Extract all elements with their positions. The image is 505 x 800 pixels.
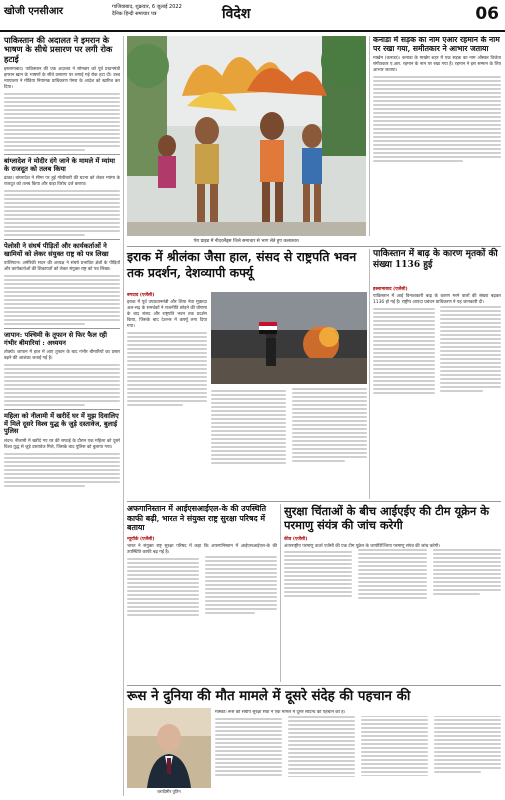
russia-story <box>127 688 501 704</box>
photo-caption: व्लादिमीर पुतिन <box>157 789 181 794</box>
story-headline: अफगानिस्तान में आईएसआईएल-के की उपस्थिति काफी बढ़ी, भारत ने संयुक्त राष्ट्र सुरक्षा परिषद में बताया <box>127 504 267 533</box>
story-body: ढाका। बांग्लादेश ने सीमा पर हुई गोलीबारी की घटना को लेकर म्यांमा के राजदूत को तलब किया और कड़ा विरोध दर्ज कराया। <box>4 176 120 188</box>
text-filler <box>211 388 367 465</box>
story-headline: कनाडा में सड़क का नाम एआर रहमान के नाम पर रखा गया, समीतकार ने आभार जताया <box>373 36 500 53</box>
russia-story-body <box>215 710 501 796</box>
story-body: मार्खम (कनाडा)। कनाडा के मार्खम शहर में एक सड़क का नाम ऑस्कर विजेता संगीतकार ए.आर. रहमान के नाम पर रखा गया है। रहमान ने इस सम्मान के लिए आभार जताया। <box>373 56 501 74</box>
date-block <box>112 4 182 17</box>
main-story <box>127 249 367 280</box>
story-body: वाशिंगटन। अमेरिकी सदन की अध्यक्ष ने संघर्ष प्रभावित क्षेत्रों के पीड़ितों और कार्यकर्ताओं की शिकायतों को लेकर संयुक्त राष्ट्र को पत्र लिखा। <box>4 261 120 273</box>
main-headline: इराक में श्रीलंका जैसा हाल, संसद से राष्ट्रपति भवन तक प्रदर्शन, देशव्यापी कर्फ्यू <box>127 249 357 280</box>
paper-subtitle: दैनिक हिन्दी समाचार पत्र <box>112 10 157 17</box>
text-filler <box>4 93 120 151</box>
story-body: तोक्यो। जापान में हाल में आए तूफान के बाद गंभीर बीमारियों का प्रसार बढ़ने की आशंका जताई गई है। <box>4 350 120 362</box>
text-filler <box>215 716 501 777</box>
main-body: इराक में पूर्व उपप्रधानमंत्री और शिया नेता मुक़्तदा अल-सद्र के समर्थकों ने राजनीति छोड़ने की घोषणा के बाद संसद और राष्ट्रपति भवन तक प्रदर्शन किया, जिसके बाद देशभर में कर्फ्यू लगा दिया गया। <box>127 300 207 329</box>
afghanistan-story <box>127 504 277 682</box>
story-body: लंदन। नीलामी में खरीदे गए घर की सफाई के दौरान एक महिला को दूसरे विश्व युद्ध से जुड़े दस्तावेज मिले, जिसके बाद पुलिस को बुलाया गया। <box>4 438 120 450</box>
section-title: विदेश <box>222 6 251 22</box>
date-line: गाजियाबाद, शुक्रवार, 6 जुलाई 2022 <box>112 4 182 10</box>
story-byline: कीव (एजेंसी) <box>284 536 308 542</box>
text-filler <box>373 76 501 162</box>
story-headline: पाकिस्तान में बाढ़ के कारण मृतकों की संख्या 1136 हुई <box>373 249 498 271</box>
story-byline: न्यूयॉर्क (एजेंसी) <box>127 537 155 543</box>
story-headline: बांग्लादेश ने मोदीर दंगे जाने के मामले में म्यांमा के राजदूत को तलब किया <box>4 157 115 173</box>
putin-photo-illustration <box>127 708 211 788</box>
page-number: 06 <box>475 4 499 24</box>
text-filler <box>127 332 207 406</box>
left-column <box>4 36 120 796</box>
protest-photo-illustration <box>211 292 367 384</box>
story-headline: रूस ने दुनिया की मौत मामले में दूसरे संदेह की पहचान की <box>127 688 411 704</box>
pakistan-flood-story <box>373 249 501 272</box>
text-filler <box>4 453 120 487</box>
carnival-photo-illustration <box>127 36 366 236</box>
story-body: पाकिस्तान में आई विनाशकारी बाढ़ के कारण मरने वालों की संख्या बढ़कर 1136 हो गई है। राष्ट्रीय आपदा प्रबंधन प्राधिकरण ने यह जानकारी दी। <box>373 294 501 305</box>
masthead <box>0 0 505 32</box>
story-headline: पेलोसी ने संघर्ष पीड़ितों और कार्यकर्ताओं ने खामियों को लेकर संयुक्त राष्ट्र को पत्र लिखा <box>4 242 109 258</box>
newspaper-logo: खोजी एनसीआर <box>4 6 64 17</box>
text-filler <box>284 549 501 599</box>
story-headline: सुरक्षा चिंताओं के बीच आईएईए की टीम यूक्रेन के परमाणु संयंत्र की जांच करेगी <box>284 504 489 533</box>
story-body: इस्लामाबाद। पाकिस्तान की एक अदालत ने सोमवार को पूर्व प्रधानमंत्री इमरान खान के भाषणों के सीधे प्रसारण पर लगाई गई रोक हटा दी। उच्च न्यायालय ने मीडिया नियामक प्राधिकरण पेमरा के आदेश को खारिज कर दिया। <box>4 67 120 91</box>
text-filler <box>4 190 120 236</box>
right-story-top <box>373 36 501 246</box>
story-headline: जापान: पश्चिमी के तूफान से फिर फैल रही गंभीर बीमारियां : अध्ययन <box>4 331 107 347</box>
main-story-body <box>127 290 207 500</box>
putin-photo <box>127 708 211 788</box>
story-body: भारत ने संयुक्त राष्ट्र सुरक्षा परिषद में कहा कि अफगानिस्तान में आईएसआईएल-के की उपस्थिति काफी बढ़ गई है। <box>127 544 277 556</box>
story-body: मॉस्को। रूस की संघीय सुरक्षा सेवा ने एक मामले में दूसरे संदिग्ध की पहचान की है। <box>215 710 346 715</box>
story-headline: पाकिस्तान की अदालत ने इमरान के भाषण के सीधे प्रसारण पर लगी रोक हटाई <box>4 35 113 64</box>
pakistan-flood-body <box>373 284 501 498</box>
main-byline: बगदाद (एजेंसी) <box>127 293 155 298</box>
protest-photo <box>211 292 367 384</box>
carnival-photo <box>127 36 366 236</box>
text-filler <box>373 306 501 395</box>
photo-caption: पेरा प्राइड में नीदरलैंड्स जिले समाचार से भाग लेते हुए कलाकार। <box>193 239 300 244</box>
story-body: अंतरराष्ट्रीय परमाणु ऊर्जा एजेंसी की एक टीम यूक्रेन के जापोरिज्जिया परमाणु संयंत्र की जांच करेगी। <box>284 543 441 549</box>
text-filler <box>4 364 120 406</box>
iaea-story <box>284 504 501 682</box>
text-filler <box>127 556 277 617</box>
story-byline: इस्लामाबाद (एजेंसी) <box>373 287 408 292</box>
text-filler <box>4 275 120 325</box>
main-story-body-right <box>211 388 367 498</box>
story-headline: महिला को नीलामी में खरीदें घर में मुझ दिवालिए में मिले दूसरे विश्व युद्ध के जुड़े दस्तावेज, बुलाई पुलिस <box>4 412 119 436</box>
